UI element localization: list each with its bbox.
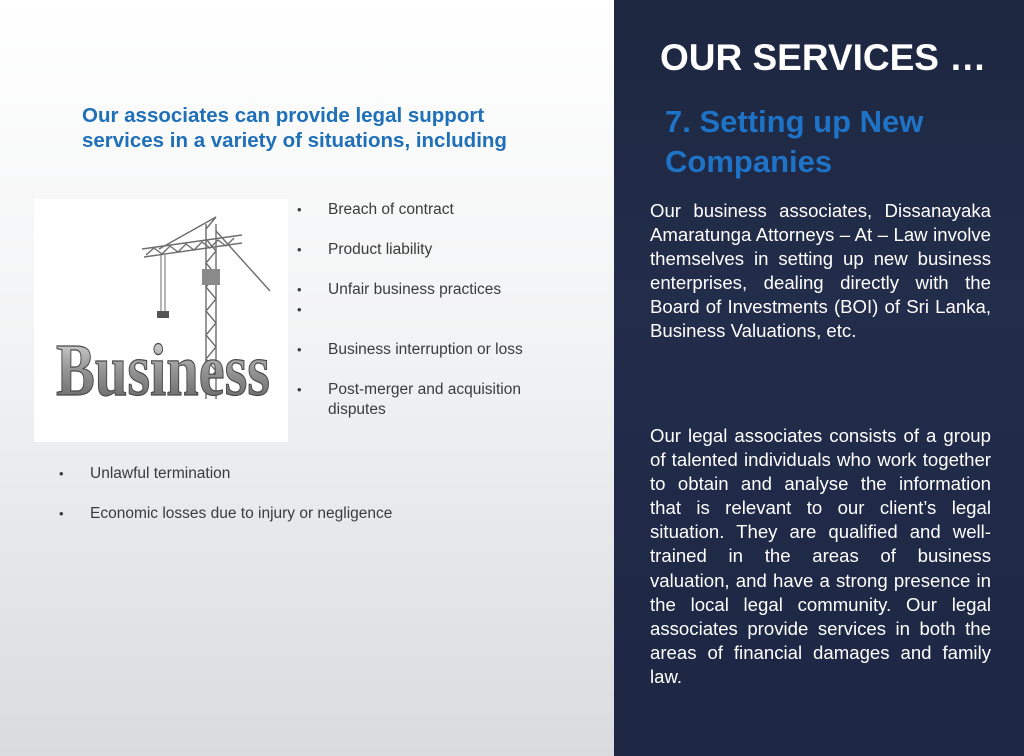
bullet-icon: • [297,302,302,317]
bullet-icon: • [59,466,64,481]
bullet-icon: • [297,382,302,397]
list-item-text: Product liability [328,241,433,258]
list-item-text: Economic losses due to injury or negligence [90,505,393,522]
list-item [297,340,572,360]
services-list-secondary [59,464,519,544]
body-paragraph: Our business associates, Dissanayaka Amaratunga Attorneys – At – Law involve themselves in setting up new business enterprises, dealing directly with the Board of Investments (BOI) of Sri Lanka, Business Valuations, etc. [650,200,991,342]
list-item-text: Unfair business practices [328,281,502,298]
page-title: OUR SERVICES … [660,37,987,78]
bullet-icon: • [297,242,302,257]
bullet-icon: • [59,506,64,521]
list-item [297,380,572,420]
construction-crane-icon [34,199,288,442]
body-paragraph: Our legal associates consists of a group of talented individuals who work together to obtain and analyse the information that is relevant to our client’s legal situation. They are qualified and well-trained in the areas of business valuation, and have a strong presence in the local legal community. Our legal associates provide services in both the areas of financial damages and family law. [650,425,991,687]
list-item-text: Unlawful termination [90,465,231,482]
business-word-graphic: Business [56,330,270,412]
list-item [59,504,519,524]
list-item [297,240,572,260]
business-crane-image [34,199,288,442]
list-item [297,200,572,220]
bullet-icon: • [297,282,302,297]
section-title: 7. Setting up New Companies [665,104,924,179]
intro-text: Our associates can provide legal support services in a variety of situations, including [82,104,507,152]
services-list-primary [297,200,572,440]
bullet-icon: • [297,202,302,217]
list-item [297,300,572,320]
list-item-text: Breach of contract [328,201,454,218]
list-item [59,464,519,484]
list-item [297,280,572,300]
list-item-text: Post-merger and acquisition disputes [328,381,521,418]
list-item-text: Business interruption or loss [328,341,523,358]
bullet-icon: • [297,342,302,357]
